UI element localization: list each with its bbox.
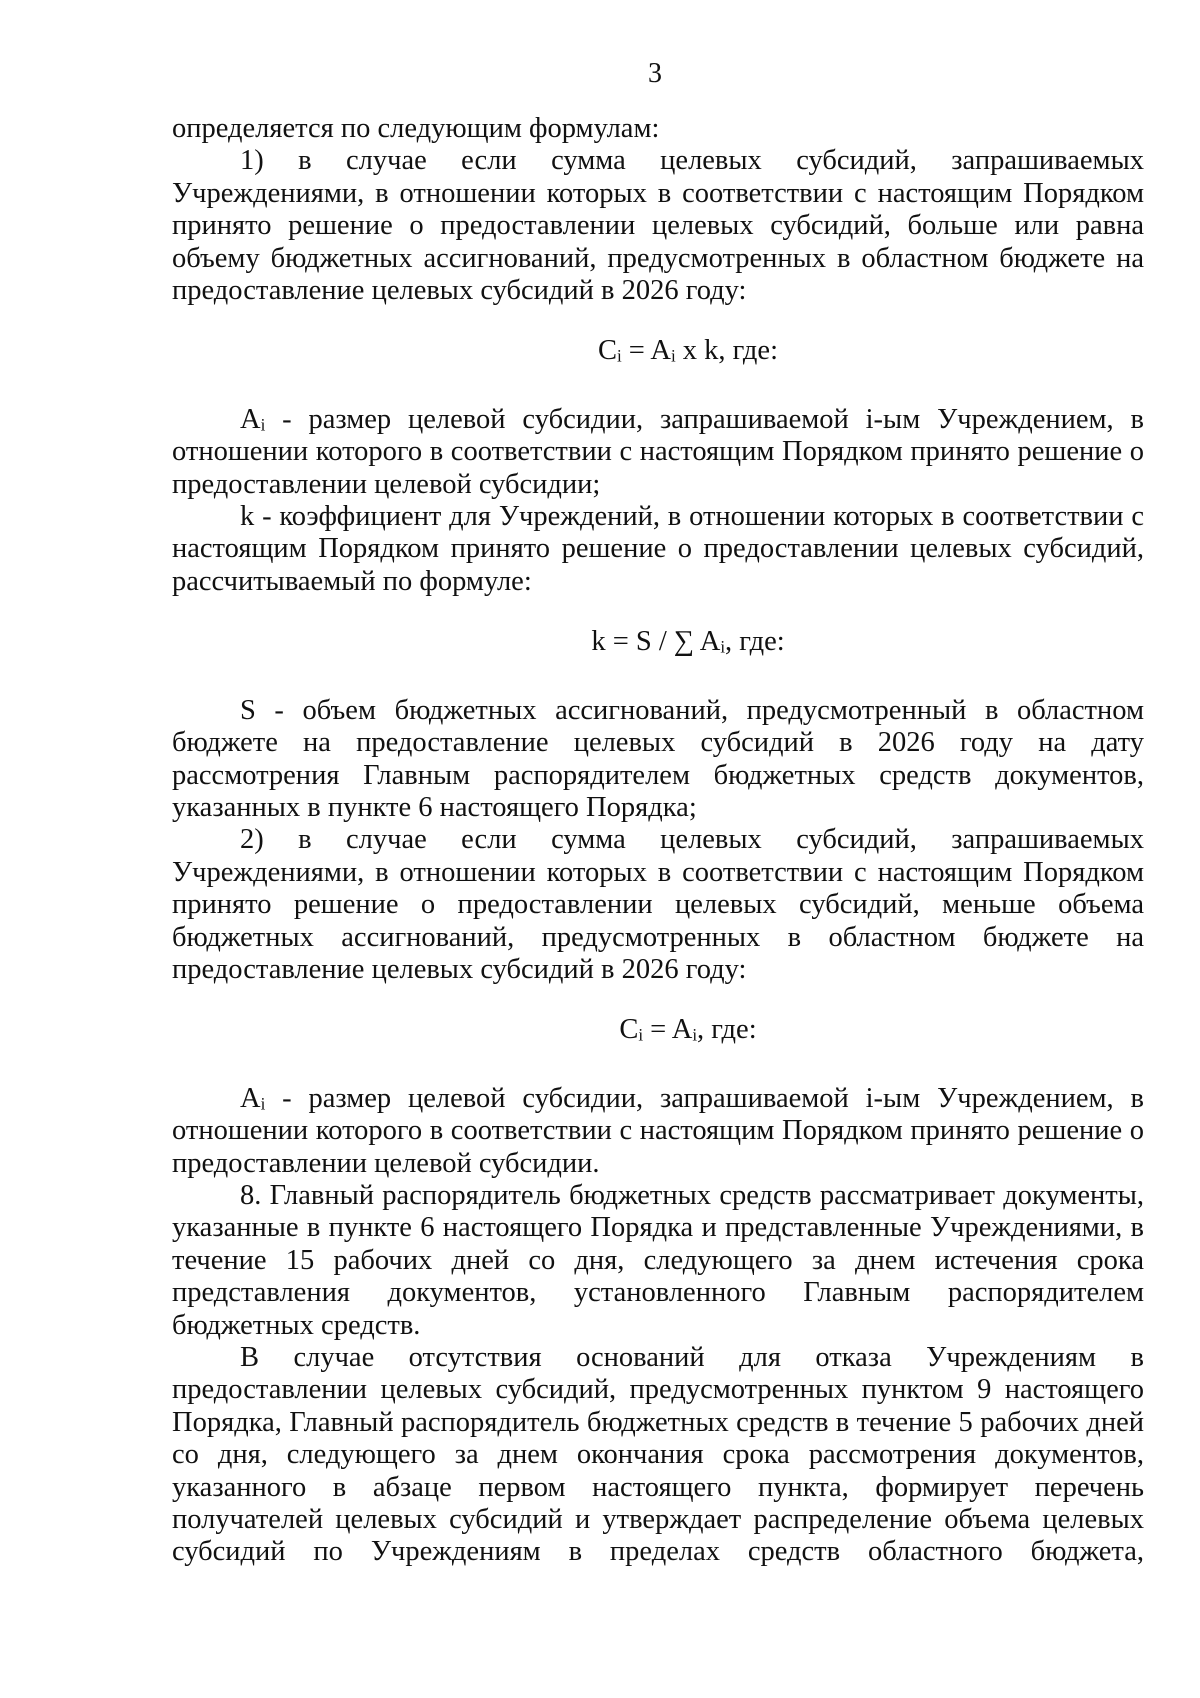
page-number: 3	[648, 58, 662, 89]
formula-ci-ai-k: Cᵢ = Aᵢ x k, где:	[597, 335, 778, 367]
formula-k: k = S / ∑ Aᵢ, где:	[591, 626, 785, 658]
paragraph-intro: определяется по следующим формулам:	[172, 113, 660, 144]
paragraph-s-definition: S - объем бюджетных ассигнований, предусмотренный в областном бюджете на предоставление целевых субсидий в 2026 году на дату рассмотрения Главным распорядителем бюджетных средств документов, указанных в пункте 6 настоящего Порядка;	[172, 694, 1144, 823]
document-body	[172, 113, 1144, 1569]
paragraph-case-2: 2) в случае если сумма целевых субсидий, запрашиваемых Учреждениями, в отношении которых в соответствии с настоящим Порядком принято решение о предоставлении целевых субсидий, меньше объема бюджетных ассигнований, предусмотренных в областном бюджете на предоставление целевых субсидий в 2026 году:	[172, 824, 1144, 985]
paragraph-no-refusal: В случае отсутствия оснований для отказа Учреждениям в предоставлении целевых субсидий, предусмотренных пунктом 9 настоящего Порядка, Главный распорядитель бюджетных средств в течение 5 рабочих дней со дня, следующего за днем окончания срока рассмотрения документов, указанного в абзаце первом настоящего пункта, формирует перечень получателей целевых субсидий и утверждает распределение объема целевых субсидий по Учреждениям в пределах средств областного бюджета,	[172, 1342, 1144, 1568]
paragraph-case-1: 1) в случае если сумма целевых субсидий, запрашиваемых Учреждениями, в отношении которых в соответствии с настоящим Порядком принято решение о предоставлении целевых субсидий, больше или равна объему бюджетных ассигнований, предусмотренных в областном бюджете на предоставление целевых субсидий в 2026 году:	[172, 145, 1144, 307]
paragraph-ai-definition: Aᵢ - размер целевой субсидии, запрашиваемой i-ым Учреждением, в отношении которого в соответствии с настоящим Порядком принято решение о предоставлении целевой субсидии;	[172, 403, 1144, 500]
paragraph-k-definition: k - коэффициент для Учреждений, в отношении которых в соответствии с настоящим Порядком принято решение о предоставлении целевых субсидий, рассчитываемый по формуле:	[172, 501, 1144, 597]
formula-ci-ai: Cᵢ = Aᵢ, где:	[619, 1014, 757, 1046]
paragraph-item-8: 8. Главный распорядитель бюджетных средств рассматривает документы, указанные в пункте 6 настоящего Порядка и представленные Учреждениями, в течение 15 рабочих дней со дня, следующего за днем истечения срока представления документов, установленного Главным распорядителем бюджетных средств.	[172, 1179, 1144, 1341]
paragraph-ai-definition-2: Aᵢ - размер целевой субсидии, запрашиваемой i-ым Учреждением, в отношении которого в соответствии с настоящим Порядком принято решение о предоставлении целевой субсидии.	[172, 1082, 1144, 1179]
